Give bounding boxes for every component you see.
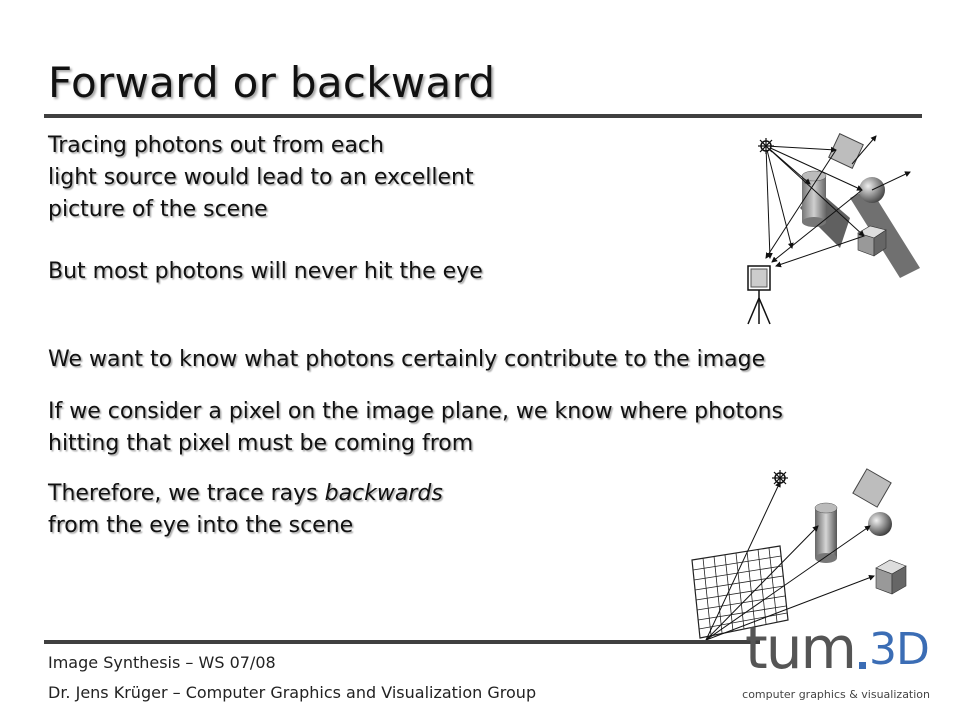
paragraph-3: We want to know what photons certainly contribute to the image [48, 347, 766, 372]
paragraph-2: But most photons will never hit the eye [48, 259, 483, 284]
camera-icon [748, 266, 770, 324]
cube [876, 560, 906, 594]
cube [858, 226, 886, 256]
sphere [868, 512, 892, 536]
paragraph-1 [48, 130, 474, 226]
paragraph-5-emphasis: backwards [324, 481, 443, 506]
title-underline [44, 114, 922, 118]
logo-tum: tum [745, 614, 855, 682]
paragraph-4-line-1: If we consider a pixel on the image plane, we know where photons [48, 399, 784, 424]
paragraph-5-text: Therefore, we trace rays [48, 481, 325, 506]
cylinder [815, 508, 837, 558]
square-tile [853, 469, 891, 507]
paragraph-1-line-2: light source would lead to an excellent [48, 165, 474, 190]
paragraph-5-line-1 [48, 478, 443, 510]
forward-tracing-illustration [730, 128, 930, 328]
tum3d-logo [745, 614, 935, 690]
light-source-icon [758, 138, 774, 154]
logo-subtitle: computer graphics & visualization [742, 688, 930, 701]
paragraph-4 [48, 396, 783, 460]
square-tile [829, 134, 864, 169]
slide-title: Forward or backward [48, 58, 496, 107]
paragraph-5 [48, 478, 443, 542]
paragraph-1-line-1: Tracing photons out from each [48, 133, 384, 158]
footer-course: Image Synthesis – WS 07/08 [48, 653, 276, 672]
light-source-icon [772, 470, 788, 486]
logo-dot [859, 662, 866, 669]
footer-divider [44, 640, 760, 644]
paragraph-5-line-2: from the eye into the scene [48, 513, 354, 538]
paragraph-4-line-2: hitting that pixel must be coming from [48, 431, 474, 456]
footer-author: Dr. Jens Krüger – Computer Graphics and Visualization Group [48, 683, 537, 702]
paragraph-1-line-3: picture of the scene [48, 197, 268, 222]
logo-3d: 3D [869, 624, 929, 675]
